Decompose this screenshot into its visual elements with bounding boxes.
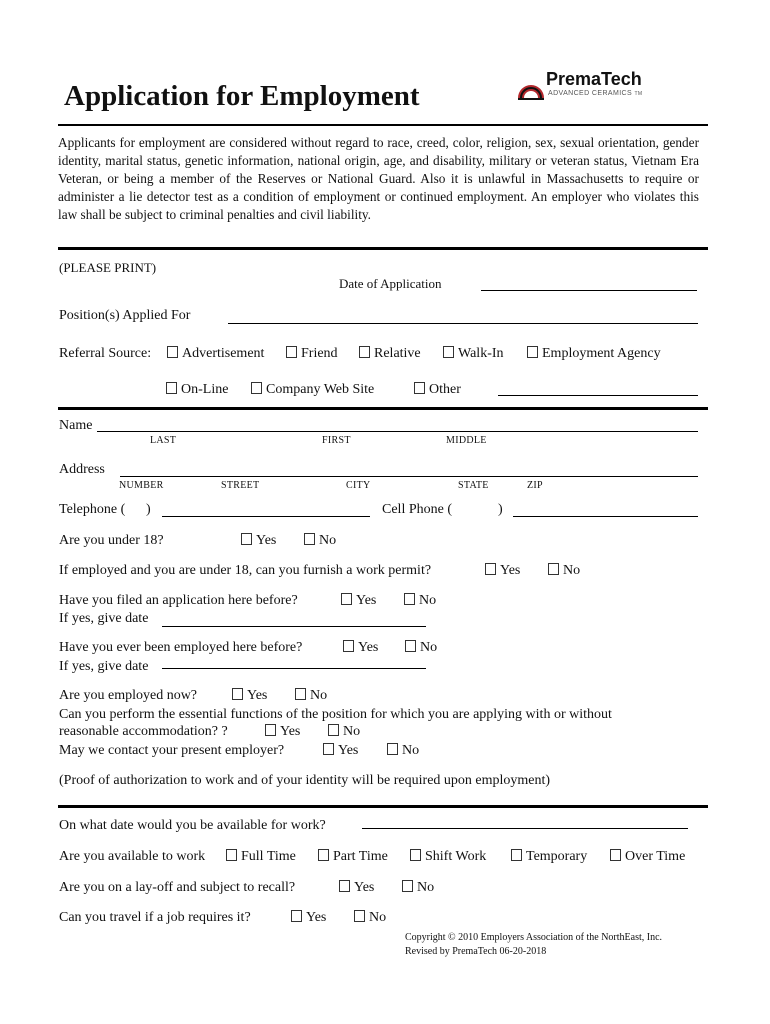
divider bbox=[58, 247, 708, 250]
available-date-question: On what date would you be available for work? bbox=[59, 818, 326, 833]
referral-walk-in[interactable]: Walk-In bbox=[443, 346, 504, 362]
checkbox[interactable] bbox=[443, 346, 454, 358]
filed-date-label: If yes, give date bbox=[59, 611, 149, 626]
work-permit-no[interactable]: No bbox=[548, 563, 580, 579]
divider bbox=[58, 124, 708, 126]
position-field[interactable] bbox=[228, 323, 698, 324]
work-type-part-time[interactable]: Part Time bbox=[318, 849, 388, 865]
position-label: Position(s) Applied For bbox=[59, 308, 191, 323]
referral-employment-agency[interactable]: Employment Agency bbox=[527, 346, 661, 362]
address-city-caption: CITY bbox=[346, 480, 371, 491]
checkbox[interactable] bbox=[405, 640, 416, 652]
employed-date-field[interactable] bbox=[162, 668, 426, 669]
filed-before-no[interactable]: No bbox=[404, 593, 436, 609]
proof-note: (Proof of authorization to work and of your identity will be required upon employment) bbox=[59, 773, 551, 788]
referral-company-web-site[interactable]: Company Web Site bbox=[251, 382, 374, 398]
eeo-statement: Applicants for employment are considered without regard to race, creed, color, religion, sex, sexual orientation, gender identity, marital status, genetic information, national origin, age, and disability, military or veteran status, Vietnam Era Veteran, or being a member of the Reserves or National Guard. Also it is unlawful in Massachusetts to require or administer a lie detector test as a condition of employment or continued employment. An employer who violates this law shall be subject to criminal penalties and civil liability. bbox=[58, 135, 699, 222]
referral-source-label: Referral Source: bbox=[59, 346, 152, 361]
checkbox[interactable] bbox=[304, 533, 315, 545]
checkbox[interactable] bbox=[527, 346, 538, 358]
divider bbox=[58, 407, 708, 410]
cell-phone-label: Cell Phone ( bbox=[382, 502, 452, 517]
work-permit-yes[interactable]: Yes bbox=[485, 563, 520, 579]
logo-tagline: ADVANCED CERAMICS TM bbox=[548, 90, 643, 97]
page-title: Application for Employment bbox=[64, 80, 420, 112]
layoff-question: Are you on a lay-off and subject to recall? bbox=[59, 880, 296, 895]
referral-advertisement[interactable]: Advertisement bbox=[167, 346, 264, 362]
checkbox[interactable] bbox=[387, 743, 398, 755]
checkbox[interactable] bbox=[404, 593, 415, 605]
divider bbox=[58, 805, 708, 808]
accommodation-yes[interactable]: Yes bbox=[265, 724, 300, 740]
checkbox[interactable] bbox=[341, 593, 352, 605]
employed-now-question: Are you employed now? bbox=[59, 688, 198, 703]
address-number-caption: NUMBER bbox=[119, 480, 164, 491]
prematech-logo bbox=[516, 69, 648, 102]
checkbox[interactable] bbox=[328, 724, 339, 736]
checkbox[interactable] bbox=[414, 382, 425, 394]
work-type-over-time[interactable]: Over Time bbox=[610, 849, 685, 865]
checkbox[interactable] bbox=[286, 346, 297, 358]
checkbox[interactable] bbox=[485, 563, 496, 575]
referral-relative[interactable]: Relative bbox=[359, 346, 421, 362]
under-18-no[interactable]: No bbox=[304, 533, 336, 549]
telephone-label: Telephone ( bbox=[59, 502, 126, 517]
contact-employer-no[interactable]: No bbox=[387, 743, 419, 759]
employed-before-yes[interactable]: Yes bbox=[343, 640, 378, 656]
logo-name: PremaTech bbox=[546, 69, 642, 89]
checkbox[interactable] bbox=[166, 382, 177, 394]
name-label: Name bbox=[59, 418, 93, 433]
filed-before-yes[interactable]: Yes bbox=[341, 593, 376, 609]
checkbox[interactable] bbox=[167, 346, 178, 358]
address-state-caption: STATE bbox=[458, 480, 489, 491]
address-street-caption: STREET bbox=[221, 480, 260, 491]
logo-arch-icon bbox=[516, 72, 546, 102]
address-field[interactable] bbox=[120, 476, 698, 477]
referral-on-line[interactable]: On-Line bbox=[166, 382, 228, 398]
employed-before-no[interactable]: No bbox=[405, 640, 437, 656]
date-of-application-label: Date of Application bbox=[339, 276, 442, 291]
filed-before-question: Have you filed an application here before? bbox=[59, 593, 298, 608]
name-first-caption: FIRST bbox=[322, 435, 351, 446]
telephone-paren: ) bbox=[146, 502, 151, 517]
checkbox[interactable] bbox=[265, 724, 276, 736]
under-18-yes[interactable]: Yes bbox=[241, 533, 276, 549]
layoff-yes[interactable]: Yes bbox=[339, 880, 374, 896]
checkbox[interactable] bbox=[339, 880, 350, 892]
checkbox[interactable] bbox=[402, 880, 413, 892]
checkbox[interactable] bbox=[318, 849, 329, 861]
under-18-question: Are you under 18? bbox=[59, 533, 164, 548]
layoff-no[interactable]: No bbox=[402, 880, 434, 896]
employed-before-question: Have you ever been employed here before? bbox=[59, 640, 303, 655]
employed-now-yes[interactable]: Yes bbox=[232, 688, 267, 704]
essential-functions-question: Can you perform the essential functions of the position for which you are applying with or without bbox=[59, 707, 612, 722]
checkbox[interactable] bbox=[610, 849, 621, 861]
telephone-field[interactable] bbox=[162, 516, 370, 517]
checkbox[interactable] bbox=[343, 640, 354, 652]
travel-question: Can you travel if a job requires it? bbox=[59, 910, 251, 925]
employed-date-label: If yes, give date bbox=[59, 659, 149, 674]
checkbox[interactable] bbox=[548, 563, 559, 575]
available-to-work-question: Are you available to work bbox=[59, 849, 206, 864]
checkbox[interactable] bbox=[354, 910, 365, 922]
work-type-temporary[interactable]: Temporary bbox=[511, 849, 587, 865]
name-middle-caption: MIDDLE bbox=[446, 435, 487, 446]
work-type-full-time[interactable]: Full Time bbox=[226, 849, 296, 865]
referral-friend[interactable]: Friend bbox=[286, 346, 338, 362]
checkbox[interactable] bbox=[323, 743, 334, 755]
checkbox[interactable] bbox=[241, 533, 252, 545]
checkbox[interactable] bbox=[511, 849, 522, 861]
checkbox[interactable] bbox=[291, 910, 302, 922]
checkbox[interactable] bbox=[295, 688, 306, 700]
accommodation-no[interactable]: No bbox=[328, 724, 360, 740]
filed-date-field[interactable] bbox=[162, 626, 426, 627]
checkbox[interactable] bbox=[232, 688, 243, 700]
checkbox[interactable] bbox=[359, 346, 370, 358]
please-print-note: (PLEASE PRINT) bbox=[59, 260, 157, 275]
reasonable-accommodation-label: reasonable accommodation? ? bbox=[59, 724, 228, 739]
travel-no[interactable]: No bbox=[354, 910, 386, 926]
checkbox[interactable] bbox=[251, 382, 262, 394]
address-label: Address bbox=[59, 462, 105, 477]
employed-now-no[interactable]: No bbox=[295, 688, 327, 704]
checkbox[interactable] bbox=[410, 849, 421, 861]
date-of-application-field[interactable] bbox=[481, 290, 697, 291]
cell-phone-paren: ) bbox=[498, 502, 503, 517]
revision-line: Revised by PremaTech 06-20-2018 bbox=[405, 946, 547, 957]
copyright-line: Copyright © 2010 Employers Association of the NorthEast, Inc. bbox=[405, 932, 663, 943]
referral-other-field[interactable] bbox=[498, 395, 698, 396]
cell-phone-field[interactable] bbox=[513, 516, 698, 517]
work-permit-question: If employed and you are under 18, can you furnish a work permit? bbox=[59, 563, 432, 578]
checkbox[interactable] bbox=[226, 849, 237, 861]
name-field[interactable] bbox=[97, 431, 698, 432]
address-zip-caption: ZIP bbox=[527, 480, 543, 491]
contact-employer-yes[interactable]: Yes bbox=[323, 743, 358, 759]
name-last-caption: LAST bbox=[150, 435, 177, 446]
available-date-field[interactable] bbox=[362, 828, 688, 829]
referral-other[interactable]: Other bbox=[414, 382, 461, 398]
work-type-shift-work[interactable]: Shift Work bbox=[410, 849, 486, 865]
contact-employer-question: May we contact your present employer? bbox=[59, 743, 285, 758]
travel-yes[interactable]: Yes bbox=[291, 910, 326, 926]
